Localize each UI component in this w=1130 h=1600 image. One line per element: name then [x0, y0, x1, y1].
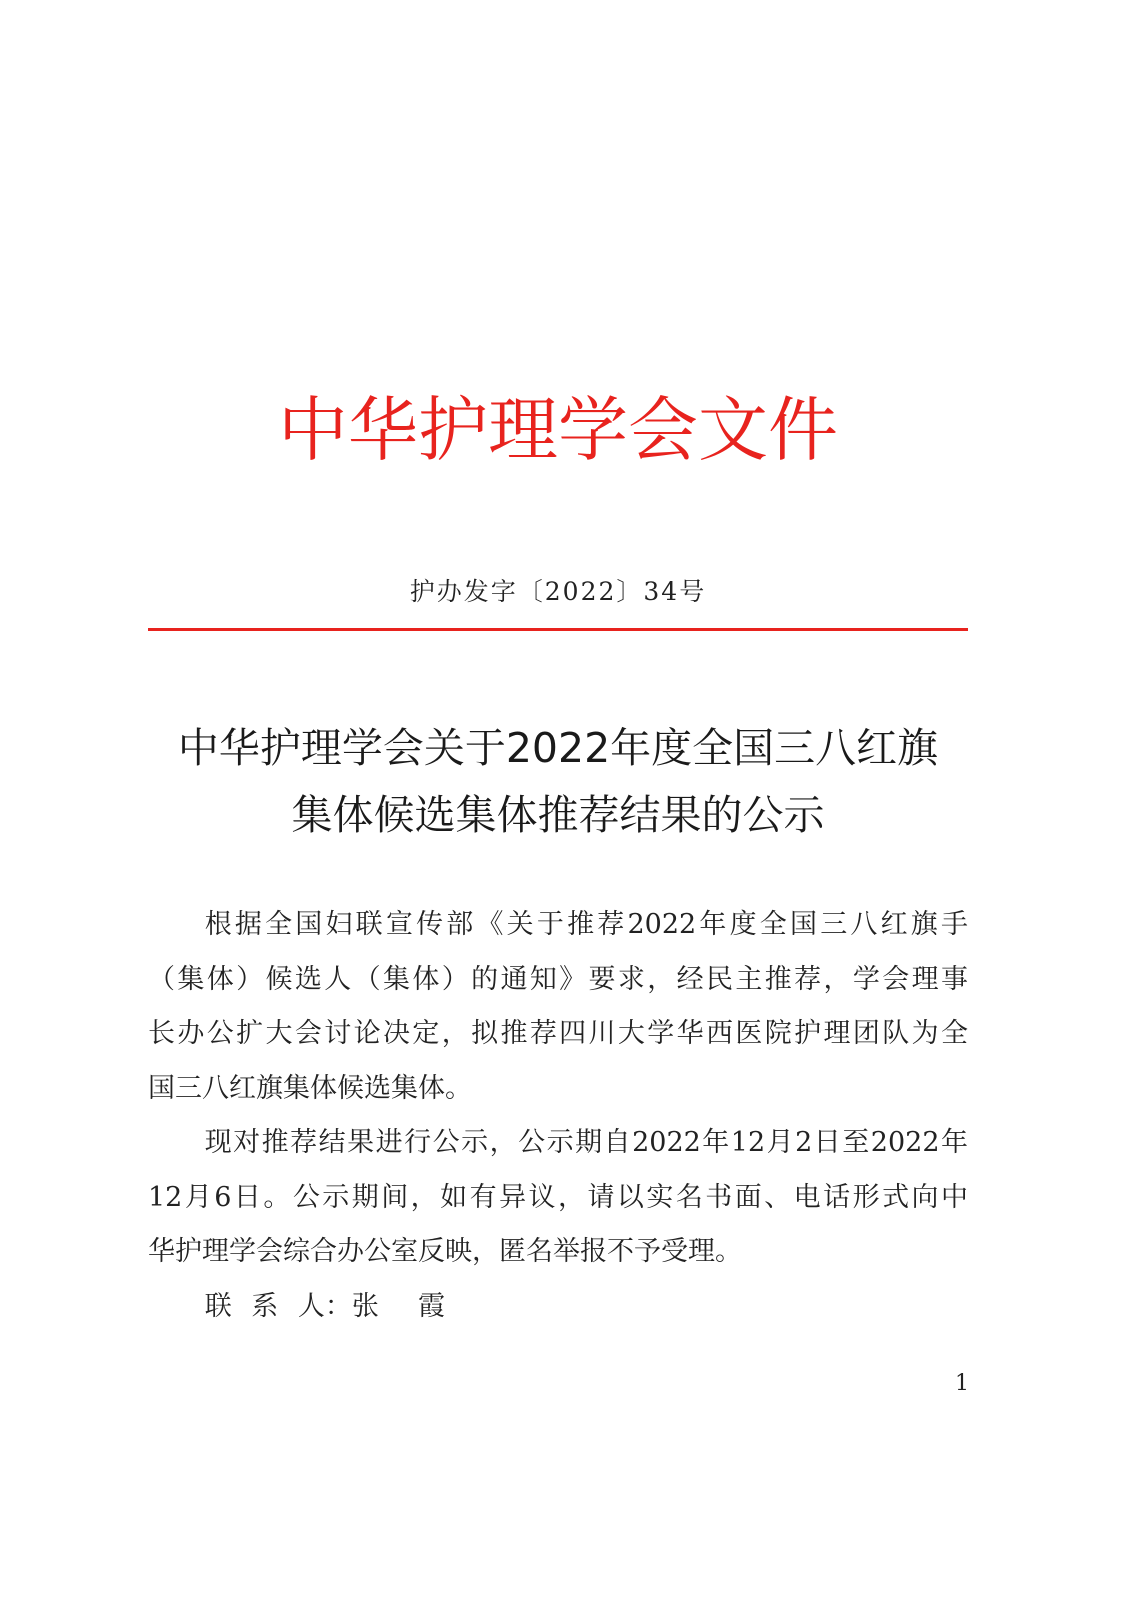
body-line: 现对推荐结果进行公示，公示期自2022年12月2日至2022年 [204, 1127, 968, 1158]
body-line: 国三八红旗集体候选集体。 [148, 1072, 472, 1104]
notice-body [148, 898, 968, 1334]
body-line: 长办公扩大会讨论决定，拟推荐四川大学华西医院护理团队为全 [148, 1018, 968, 1049]
notice-title-line: 中华护理学会关于2022年度全国三八红旗 [177, 724, 939, 772]
page-number: 1 [955, 1371, 969, 1396]
document-number: 护办发字〔2022〕34号 [409, 577, 707, 606]
notice-title-line: 集体候选集体推荐结果的公示 [291, 791, 825, 839]
body-line: 华护理学会综合办公室反映，匿名举报不予受理。 [148, 1236, 742, 1267]
red-divider-line [148, 628, 968, 631]
org-header-title: 中华护理学会文件 [278, 389, 838, 471]
body-paragraph [148, 898, 968, 1116]
contact-person: 联 系 人：张 霞 [204, 1290, 446, 1322]
notice-title [148, 715, 968, 849]
body-line: 根据全国妇联宣传部《关于推荐2022年度全国三八红旗手 [204, 909, 968, 940]
body-line: （集体）候选人（集体）的通知》要求，经民主推荐，学会理事 [148, 963, 968, 995]
body-line: 12月6日。公示期间，如有异议，请以实名书面、电话形式向中 [148, 1181, 968, 1213]
body-paragraph [148, 1116, 968, 1280]
